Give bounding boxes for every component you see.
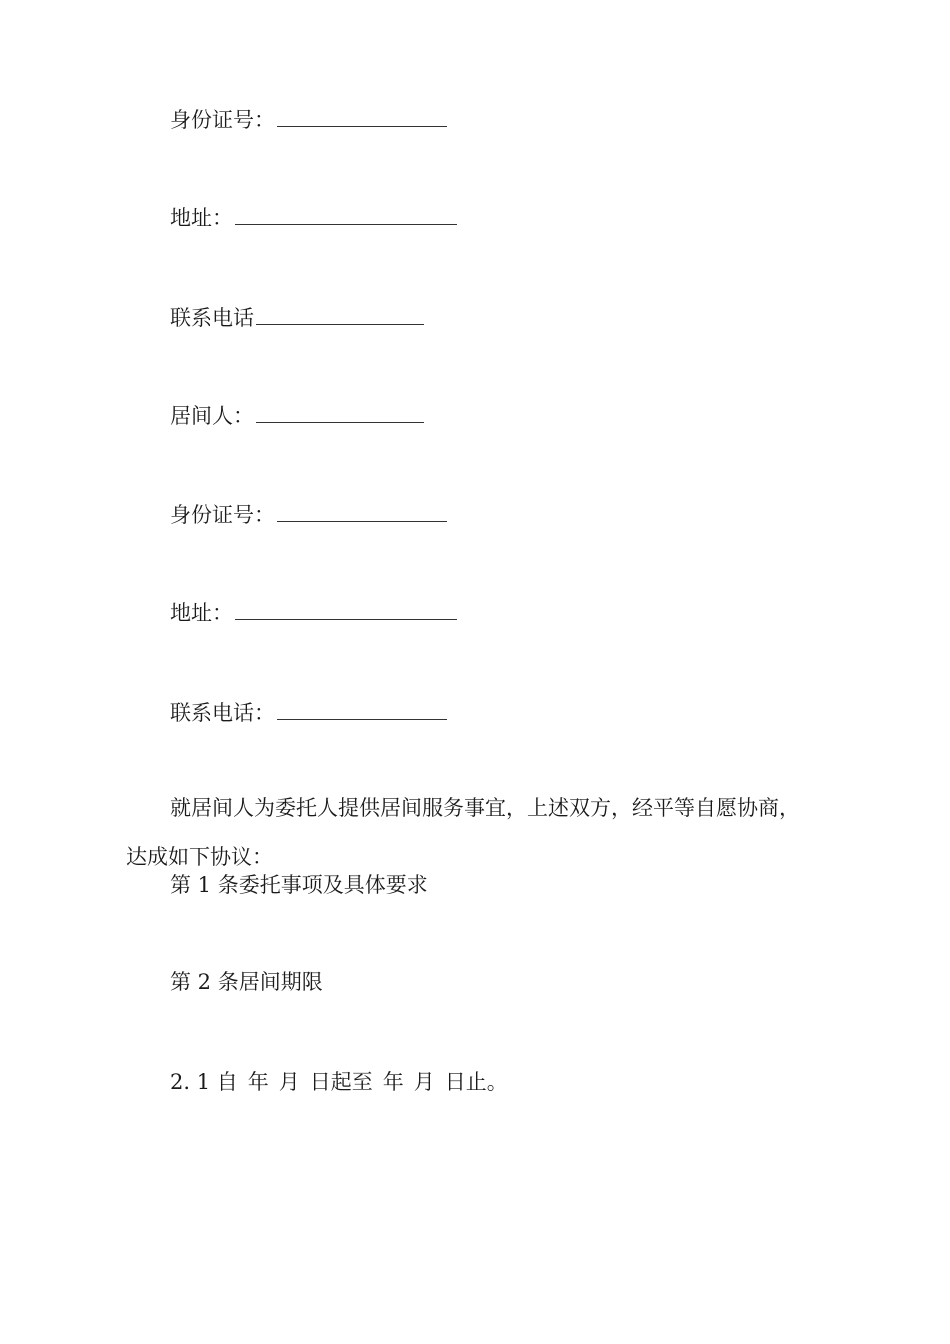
term-month-1: 月 xyxy=(278,1070,300,1094)
term-prefix: 2. 1 自 xyxy=(170,1070,238,1094)
field-id-number-1 xyxy=(170,104,447,134)
intro-paragraph-line-1: 就居间人为委托人提供居间服务事宜，上述双方，经平等自愿协商， xyxy=(170,796,800,820)
field-address-2 xyxy=(170,597,457,627)
fill-blank[interactable] xyxy=(256,302,424,325)
article-1-heading: 第 1 条委托事项及具体要求 xyxy=(170,873,428,897)
field-address-1 xyxy=(170,202,457,232)
field-label: 身份证号： xyxy=(170,108,275,132)
field-label: 居间人： xyxy=(170,404,254,428)
term-year-1: 年 xyxy=(247,1070,269,1094)
field-label: 地址： xyxy=(170,206,233,230)
term-day-start: 日起至 xyxy=(309,1070,373,1094)
term-month-2: 月 xyxy=(413,1070,435,1094)
term-day-end: 日止。 xyxy=(444,1070,508,1094)
field-label: 身份证号： xyxy=(170,503,275,527)
fill-blank[interactable] xyxy=(235,202,457,225)
field-label: 联系电话： xyxy=(170,701,275,725)
fill-blank[interactable] xyxy=(235,597,457,620)
article-2-heading: 第 2 条居间期限 xyxy=(170,970,323,994)
fill-blank[interactable] xyxy=(277,499,447,522)
intro-paragraph-line-2: 达成如下协议： xyxy=(126,845,273,869)
fill-blank[interactable] xyxy=(277,104,447,127)
term-year-2: 年 xyxy=(382,1070,404,1094)
field-label: 地址： xyxy=(170,601,233,625)
term-clause xyxy=(170,1068,508,1096)
field-broker xyxy=(170,400,424,430)
field-label: 联系电话 xyxy=(170,306,254,330)
field-phone-1 xyxy=(170,302,424,332)
field-id-number-2 xyxy=(170,499,447,529)
fill-blank[interactable] xyxy=(256,400,424,423)
fill-blank[interactable] xyxy=(277,697,447,720)
field-phone-2 xyxy=(170,697,447,727)
